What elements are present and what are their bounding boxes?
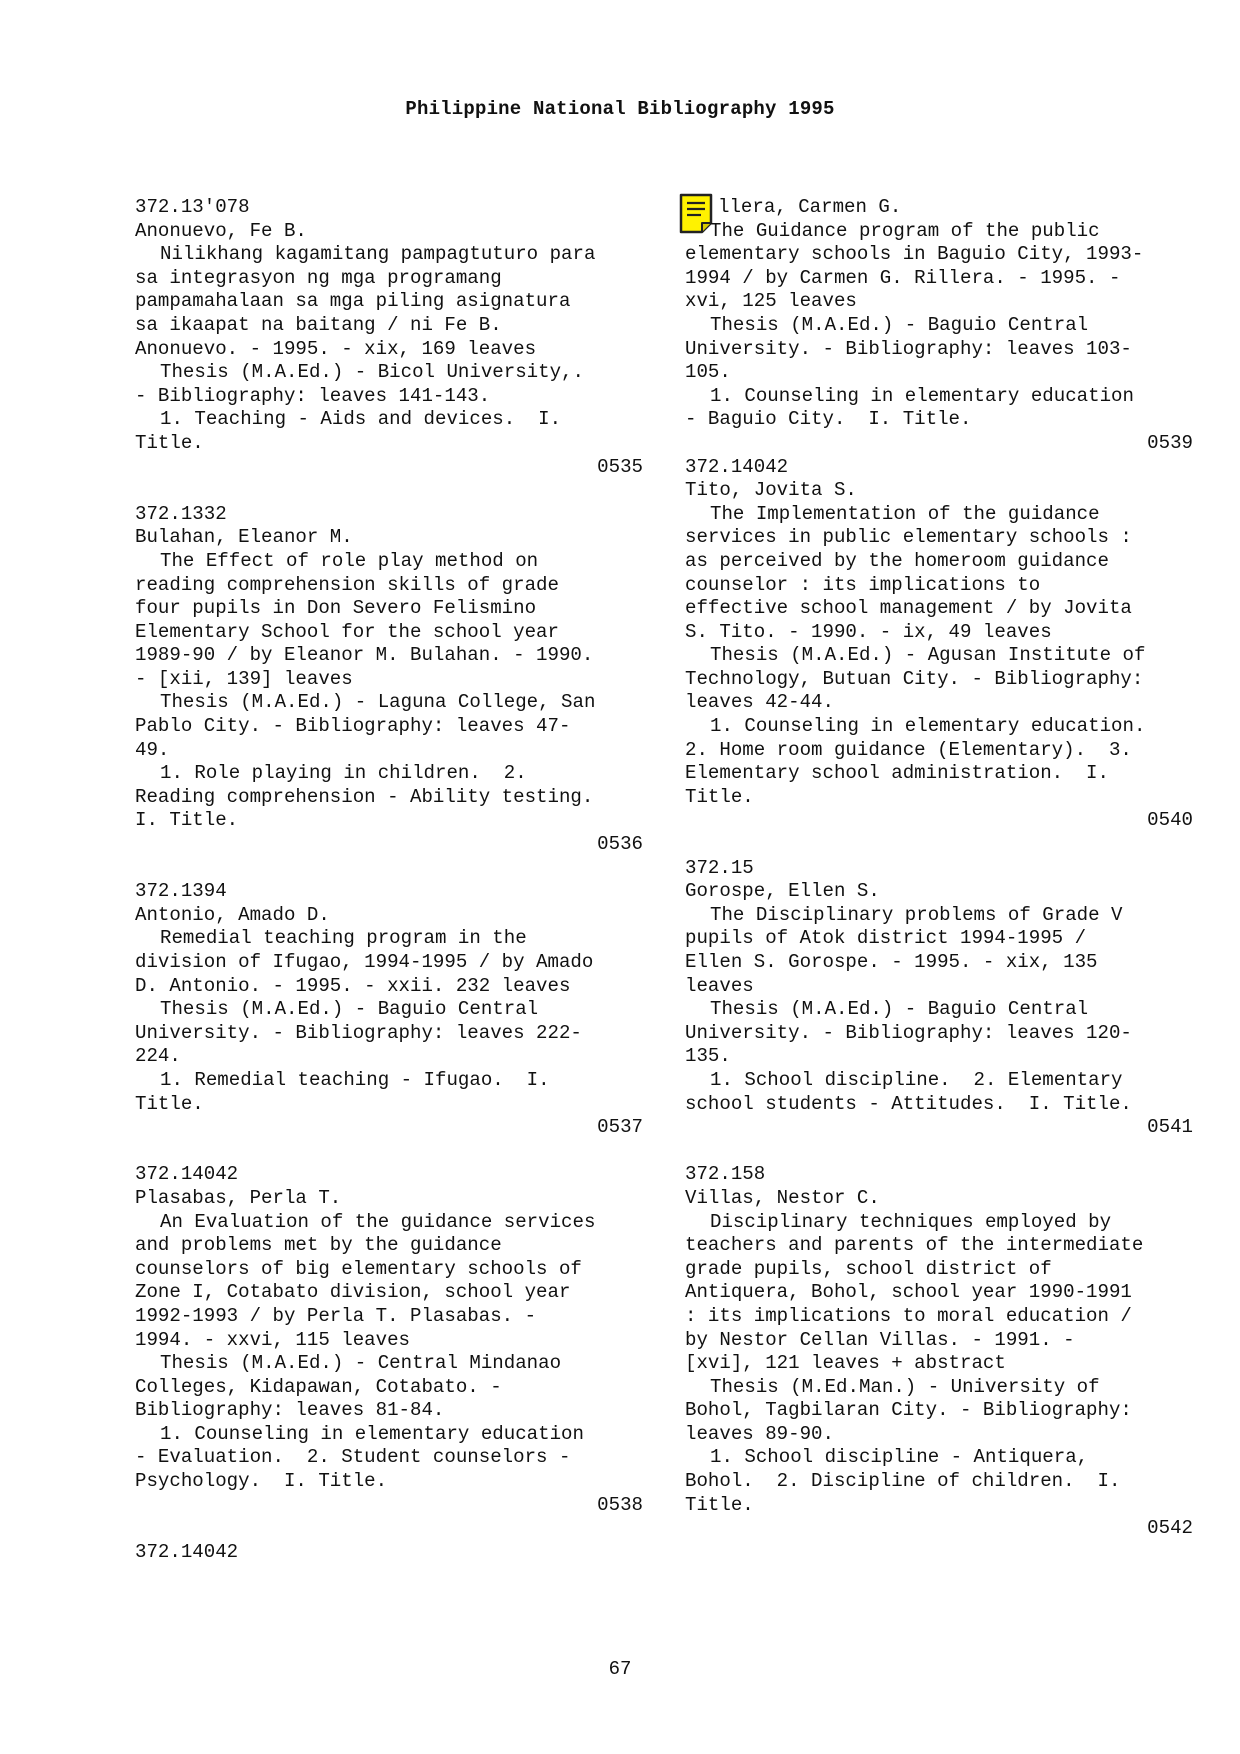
- title-line: Disciplinary techniques employed by: [710, 1210, 1112, 1233]
- title-line: An Evaluation of the guidance services: [160, 1210, 596, 1233]
- title-line: The Implementation of the guidance: [710, 502, 1100, 525]
- title-line: effective school management / by Jovita: [685, 597, 1132, 620]
- call-number: 372.13'078: [135, 196, 250, 218]
- subject-line: Bohol. 2. Discipline of children. I.: [685, 1470, 1121, 1493]
- call-number: 372.1394: [135, 880, 227, 903]
- bibliography-entry-0539: [685, 196, 1193, 456]
- title-line: Elementary School for the school year: [135, 620, 559, 643]
- title-line: leaves: [685, 974, 754, 997]
- title-line: division of Ifugao, 1994-1995 / by Amado: [135, 951, 594, 973]
- title-line: pupils of Atok district 1994-1995 /: [685, 927, 1087, 950]
- title-line: The Disciplinary problems of Grade V: [710, 903, 1123, 926]
- title-line: - [xii, 139] leaves: [135, 667, 353, 690]
- note-line: Thesis (M.A.Ed.) - Baguio Central: [160, 998, 539, 1021]
- right-column: [685, 196, 1193, 1564]
- note-line: 224.: [135, 1045, 181, 1068]
- note-line: Colleges, Kidapawan, Cotabato. -: [135, 1375, 502, 1398]
- subject-line: 1. Role playing in children. 2.: [160, 762, 527, 785]
- subject-line: school students - Attitudes. I. Title.: [685, 1092, 1132, 1115]
- call-number: 372.158: [685, 1163, 766, 1186]
- title-line: The Effect of role play method on: [160, 549, 539, 572]
- note-line: Thesis (M.A.Ed.) - Baguio Central: [710, 998, 1089, 1021]
- subject-line: Reading comprehension - Ability testing.: [135, 785, 594, 808]
- author: Tito, Jovita S.: [685, 479, 857, 502]
- entry-number: 0535: [597, 455, 643, 478]
- page-number: 67: [608, 1658, 632, 1680]
- note-line: leaves 89-90.: [685, 1422, 834, 1445]
- subject-line: 1. Counseling in elementary education: [160, 1422, 584, 1445]
- bibliography-entry-0540: [685, 456, 1193, 834]
- author: llera, Carmen G.: [718, 196, 902, 218]
- subject-line: Title.: [135, 1092, 204, 1115]
- subject-line: Psychology. I. Title.: [135, 1470, 388, 1493]
- title-line: Nilikhang kagamitang pampagtuturo para: [160, 243, 596, 266]
- title-line: Anonuevo. - 1995. - xix, 169 leaves: [135, 337, 537, 360]
- note-line: - Bibliography: leaves 141-143.: [135, 384, 491, 407]
- author: Plasabas, Perla T.: [135, 1186, 342, 1209]
- author: Antonio, Amado D.: [135, 903, 330, 926]
- author: Anonuevo, Fe B.: [135, 219, 307, 242]
- title-line: : its implications to moral education /: [685, 1304, 1132, 1327]
- subject-line: I. Title.: [135, 809, 239, 832]
- note-line: Thesis (M.A.Ed.) - Central Mindanao: [160, 1352, 562, 1375]
- subject-line: 1. Counseling in elementary education.: [710, 715, 1146, 738]
- entry-number: 0541: [1147, 1116, 1193, 1139]
- subject-line: 1. Remedial teaching - Ifugao. I.: [160, 1068, 550, 1091]
- subject-line: Title.: [685, 1493, 754, 1516]
- subject-line: 1. Teaching - Aids and devices. I.: [160, 408, 562, 431]
- subject-line: - Evaluation. 2. Student counselors -: [135, 1446, 571, 1469]
- note-line: Thesis (M.Ed.Man.) - University of: [710, 1375, 1100, 1398]
- bibliography-entry-0535: [135, 196, 643, 479]
- note-line: Thesis (M.A.Ed.) - Bicol University,.: [160, 361, 584, 384]
- note-line: 135.: [685, 1045, 731, 1068]
- call-number: 372.15: [685, 856, 754, 879]
- title-line: counselor : its implications to: [685, 573, 1041, 596]
- title-line: D. Antonio. - 1995. - xxii. 232 leaves: [135, 974, 571, 997]
- title-line: [xvi], 121 leaves + abstract: [685, 1352, 1006, 1375]
- entry-number: 0538: [597, 1493, 643, 1516]
- left-column: [135, 196, 643, 1564]
- title-line: and problems met by the guidance: [135, 1234, 502, 1257]
- note-line: University. - Bibliography: leaves 120-: [685, 1021, 1132, 1044]
- entry-number: 0537: [597, 1116, 643, 1139]
- note-line: Thesis (M.A.Ed.) - Laguna College, San: [160, 691, 596, 714]
- title-line: reading comprehension skills of grade: [135, 573, 559, 596]
- author: Villas, Nestor C.: [685, 1186, 880, 1209]
- title-line: S. Tito. - 1990. - ix, 49 leaves: [685, 620, 1052, 643]
- subject-line: 1. School discipline - Antiquera,: [710, 1446, 1089, 1469]
- bibliography-entry-0538: [135, 1163, 643, 1517]
- entry-number: 0540: [1147, 809, 1193, 832]
- title-line: Antiquera, Bohol, school year 1990-1991: [685, 1281, 1132, 1304]
- call-number: 372.14042: [685, 455, 789, 478]
- subject-line: - Baguio City. I. Title.: [685, 408, 972, 431]
- entry-number: 0542: [1147, 1517, 1193, 1540]
- call-number: 372.14042: [135, 1163, 239, 1186]
- title-line: grade pupils, school district of: [685, 1257, 1052, 1280]
- title-line: as perceived by the homeroom guidance: [685, 549, 1109, 572]
- title-line: elementary schools in Baguio City, 1993-: [685, 243, 1144, 266]
- note-line: Thesis (M.A.Ed.) - Baguio Central: [710, 313, 1089, 336]
- title-line: teachers and parents of the intermediate: [685, 1234, 1144, 1257]
- note-line: University. - Bibliography: leaves 222-: [135, 1021, 582, 1044]
- subject-line: Elementary school administration. I.: [685, 762, 1109, 785]
- title-line: Zone I, Cotabato division, school year: [135, 1281, 571, 1304]
- title-line: Ellen S. Gorospe. - 1995. - xix, 135: [685, 951, 1098, 973]
- note-line: leaves 42-44.: [685, 691, 834, 714]
- note-line: Technology, Butuan City. - Bibliography:: [685, 667, 1144, 690]
- title-line: counselors of big elementary schools of: [135, 1257, 582, 1280]
- subject-line: 2. Home room guidance (Elementary). 3.: [685, 738, 1132, 761]
- title-line: sa ikaapat na baitang / ni Fe B.: [135, 313, 502, 336]
- title-line: services in public elementary schools :: [685, 526, 1132, 549]
- subject-line: Title.: [685, 785, 754, 808]
- title-line: Remedial teaching program in the: [160, 927, 527, 950]
- title-line: sa integrasyon ng mga programang: [135, 266, 502, 289]
- call-number: 372.1332: [135, 502, 227, 525]
- title-line: 1994. - xxvi, 115 leaves: [135, 1328, 410, 1351]
- note-line: Thesis (M.A.Ed.) - Agusan Institute of: [710, 644, 1146, 667]
- bibliography-entry-0537: [135, 880, 643, 1140]
- note-line: University. - Bibliography: leaves 103-: [685, 337, 1132, 360]
- note-line: 49.: [135, 738, 170, 761]
- title-line: 1989-90 / by Eleanor M. Bulahan. - 1990.: [135, 644, 594, 667]
- note-line: 105.: [685, 361, 731, 384]
- title-line: pampamahalaan sa mga piling asignatura: [135, 290, 571, 313]
- title-line: four pupils in Don Severo Felismino: [135, 597, 537, 620]
- page-title: Philippine National Bibliography 1995: [405, 98, 835, 120]
- author: Bulahan, Eleanor M.: [135, 526, 353, 549]
- bibliography-entry-0536: [135, 503, 643, 857]
- subject-line: 1. School discipline. 2. Elementary: [710, 1068, 1123, 1091]
- note-line: Bohol, Tagbilaran City. - Bibliography:: [685, 1399, 1132, 1422]
- title-line: 1992-1993 / by Perla T. Plasabas. -: [135, 1304, 537, 1327]
- author: Gorospe, Ellen S.: [685, 880, 880, 903]
- title-line: The Guidance program of the public: [710, 219, 1100, 242]
- bibliography-entry-0542: [685, 1163, 1193, 1541]
- title-line: 1994 / by Carmen G. Rillera. - 1995. -: [685, 266, 1121, 289]
- note-line: Pablo City. - Bibliography: leaves 47-: [135, 715, 571, 738]
- subject-line: 1. Counseling in elementary education: [710, 384, 1134, 407]
- entry-number: 0536: [597, 833, 643, 856]
- note-line: Bibliography: leaves 81-84.: [135, 1399, 445, 1422]
- bibliography-entry-0541: [685, 857, 1193, 1140]
- title-line: xvi, 125 leaves: [685, 290, 857, 313]
- entry-number: 0539: [1147, 431, 1193, 454]
- subject-line: Title.: [135, 431, 204, 454]
- title-line: by Nestor Cellan Villas. - 1991. -: [685, 1328, 1075, 1351]
- continuation-call-number: 372.14042: [135, 1540, 239, 1563]
